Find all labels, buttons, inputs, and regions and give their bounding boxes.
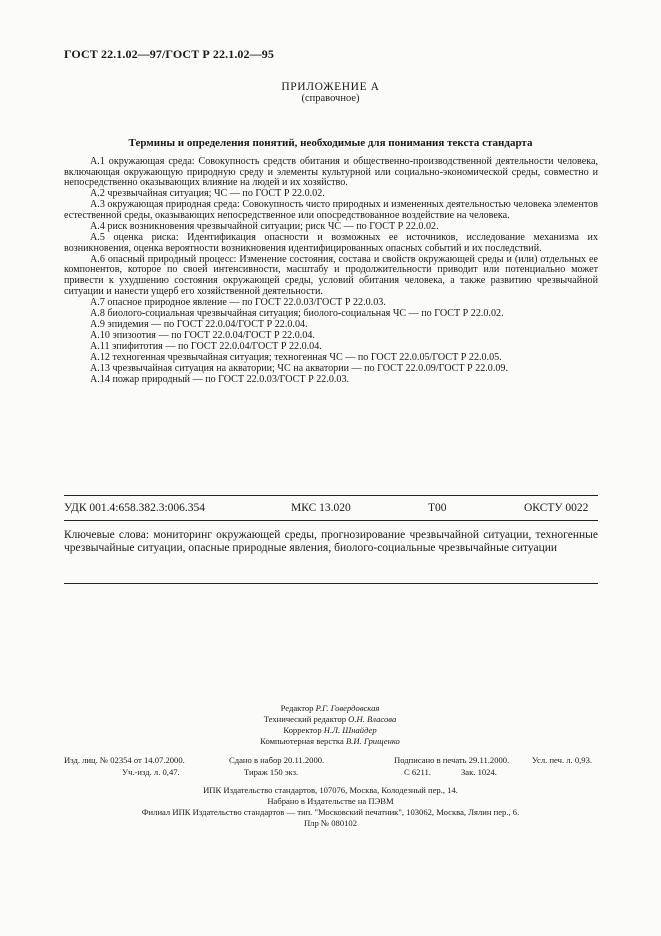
term-text: эпизоотия — по ГОСТ 22.0.04/ГОСТ Р 22.0.04.	[112, 330, 315, 341]
term-code: А.12	[90, 352, 110, 364]
staff-line	[180, 703, 480, 714]
term-code: А.2	[90, 188, 105, 200]
print-sheets: Усл. печ. л. 0,93.	[532, 755, 593, 765]
t-code: Т00	[428, 502, 447, 514]
staff-role: Компьютерная верстка	[260, 736, 344, 746]
keywords: Ключевые слова: мониторинг окружающей среды, прогнозирование чрезвычайной ситуации, техногенные чрезвычайные ситуации, опасные природные явления, биолого-социальные чрезвычайные ситуации	[64, 529, 598, 555]
set-date: Сдано в набор 20.11.2000.	[229, 755, 325, 765]
publishing-row-1	[64, 755, 598, 766]
term-code: А.6	[90, 253, 105, 265]
term-code: А.8	[90, 307, 105, 319]
term-item	[64, 255, 598, 297]
staff-name: Р.Г. Говердовская	[315, 703, 380, 713]
staff-name: Н.Л. Шнайдер	[323, 725, 377, 735]
footer-line-2: Набрано в Издательстве на ПЭВМ	[267, 796, 394, 806]
term-item	[64, 298, 598, 309]
term-item	[64, 222, 598, 233]
term-text: техногенная чрезвычайная ситуация; техногенная ЧС — по ГОСТ 22.0.05/ГОСТ Р 22.0.05.	[112, 352, 502, 364]
staff-name: О.Н. Власова	[348, 714, 397, 724]
okstu-code: ОКСТУ 0022	[524, 502, 589, 514]
udk-code: УДК 001.4:658.382.3:006.354	[64, 502, 206, 514]
term-code: А.13	[90, 363, 110, 375]
term-code: А.10	[90, 330, 110, 341]
staff-role: Корректор	[283, 725, 322, 735]
print-run: Тираж 150 экз.	[244, 767, 299, 777]
term-item	[64, 375, 598, 386]
term-code: А.14	[90, 374, 110, 386]
publishing-row-2	[64, 767, 598, 778]
footer-line-1: ИПК Издательство стандартов, 107076, Москва, Колодезный пер., 14.	[203, 785, 458, 795]
staff-role: Технический редактор	[263, 714, 346, 724]
term-code: А.11	[90, 341, 110, 353]
staff-credits	[180, 703, 480, 747]
mks-code: МКС 13.020	[291, 502, 351, 514]
term-text: эпидемия — по ГОСТ 22.0.04/ГОСТ Р 22.0.04.	[107, 318, 308, 330]
term-code: А.5	[90, 232, 105, 244]
term-item	[64, 342, 598, 353]
term-text: биолого-социальная чрезвычайная ситуация; биолого-социальная ЧС — по ГОСТ Р 22.0.02.	[107, 307, 504, 319]
term-text: риск возникновения чрезвычайной ситуации; риск ЧС — по ГОСТ Р 22.0.02.	[107, 221, 439, 233]
term-code: А.9	[90, 318, 105, 330]
footer-line-4: Плр № 080102	[303, 818, 358, 828]
print-date: Подписано в печать 29.11.2000.	[394, 755, 510, 765]
term-code: А.3	[90, 199, 105, 211]
middle-divider	[64, 520, 598, 521]
term-code: А.7	[90, 296, 105, 308]
term-item	[64, 309, 598, 320]
bottom-divider	[64, 583, 598, 584]
footer-line-3: Филиал ИПК Издательство стандартов — тип. "Московский печатник", 103062, Москва, Лялин пер., 6.	[141, 807, 520, 817]
appendix-subtitle: (справочное)	[301, 93, 360, 104]
staff-line	[180, 736, 480, 747]
term-item	[64, 157, 598, 189]
term-item	[64, 189, 598, 200]
term-text: окружающая природная среда: Совокупность чисто природных и измененных деятельностью человека элементов естественной среды, оказывающих непосредственное или опосредствованное воздействие на человека.	[64, 199, 598, 221]
term-text: окружающая среда: Совокупность средств обитания и общественно-производственной деятельности человека, включающая окружающую природную среду и элементы культурной или социально-экономической среды, совместно и непосредственно оказывающих влияние на людей и их хозяйство.	[64, 156, 598, 189]
term-item	[64, 331, 598, 342]
section-title: Термины и определения понятий, необходимые для понимания текста стандарта	[128, 137, 533, 149]
term-code: А.1	[90, 156, 105, 167]
terms-list	[64, 157, 598, 386]
staff-role: Редактор	[280, 703, 314, 713]
term-item	[64, 320, 598, 331]
term-text: опасный природный процесс: Изменение состояния, состава и свойств окружающей среды и (или) отдельных ее компонентов, которое по своей интенсивности, масштабу и продолжительности приводит или потенциально может привести к ухудшению состояния окружающей среды, условий обитания человека, а также развитию чрезвычайной ситуации и нанести ущерб его хозяйственной деятельности.	[64, 253, 598, 297]
order-number: Зак. 1024.	[461, 767, 497, 777]
term-text: пожар природный — по ГОСТ 22.0.03/ГОСТ Р 22.0.03.	[112, 374, 350, 386]
edition-sheets: Уч.-изд. л. 0,47.	[122, 767, 180, 777]
term-code: А.4	[90, 221, 105, 233]
staff-name: В.И. Грищенко	[345, 736, 400, 746]
term-text: опасное природное явление — по ГОСТ 22.0.03/ГОСТ Р 22.0.03.	[107, 296, 386, 308]
term-item	[64, 233, 598, 254]
staff-line	[180, 725, 480, 736]
standard-code-header: ГОСТ 22.1.02—97/ГОСТ Р 22.1.02—95	[64, 47, 274, 61]
term-text: чрезвычайная ситуация на акватории; ЧС на акватории — по ГОСТ 22.0.09/ГОСТ Р 22.0.09.	[112, 363, 508, 375]
staff-line	[180, 714, 480, 725]
term-text: чрезвычайная ситуация; ЧС — по ГОСТ Р 22.0.02.	[107, 188, 325, 200]
term-item	[64, 353, 598, 364]
top-divider	[64, 495, 598, 496]
license-info: Изд. лиц. № 02354 от 14.07.2000.	[64, 755, 185, 765]
term-item	[64, 364, 598, 375]
appendix-title: ПРИЛОЖЕНИЕ А	[281, 81, 380, 93]
term-text: оценка риска: Идентификация опасности и возможных ее источников, исследование механизма их возникновения, оценка вероятности возникновения идентифицированных опасных событий и их последствий.	[64, 232, 599, 254]
c-number: С 6211.	[404, 767, 431, 777]
term-item	[64, 200, 598, 221]
term-text: эпифитотия — по ГОСТ 22.0.04/ГОСТ Р 22.0.04.	[112, 341, 322, 353]
